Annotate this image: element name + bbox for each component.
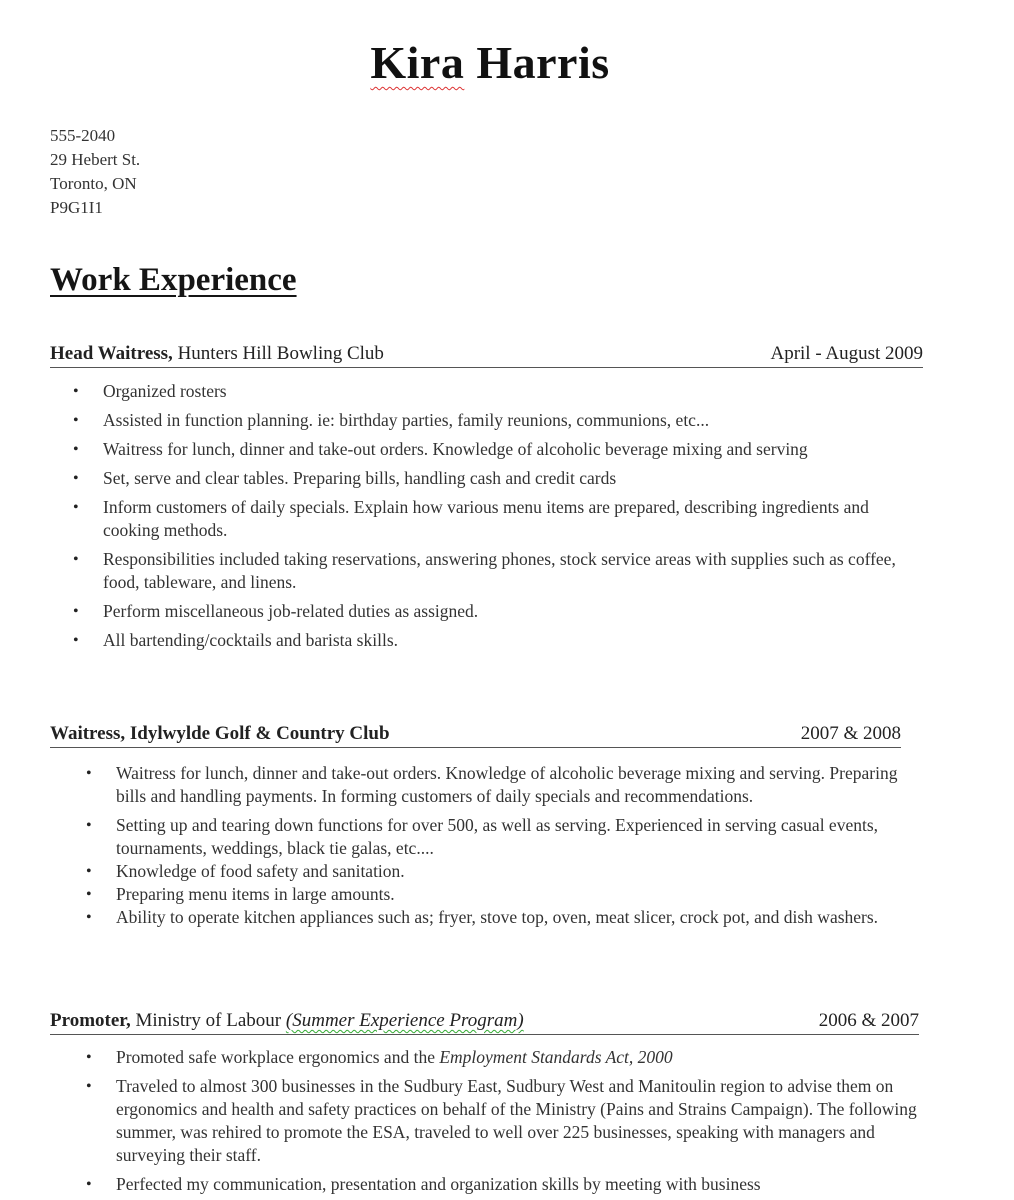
list-item: • Assisted in function planning. ie: birthday parties, family reunions, communions, etc... [103, 409, 923, 432]
list-item: • Responsibilities included taking reservations, answering phones, stock service areas with supplies such as coffee, food, tableware, and linens. [103, 548, 923, 594]
job-bullet-list [116, 762, 916, 929]
postal-code: P9G1I1 [50, 198, 103, 217]
list-item [116, 1046, 936, 1069]
city-province: Toronto, ON [50, 174, 137, 193]
list-item: • Setting up and tearing down functions for over 500, as well as serving. Experienced in serving casual events, tournaments, weddings, black tie galas, etc.... [116, 814, 916, 860]
list-item: • Inform customers of daily specials. Explain how various menu items are prepared, describing ingredients and cooking methods. [103, 496, 923, 542]
job-dates: 2007 & 2008 [800, 723, 901, 744]
job-title: Waitress, Idylwylde Golf & Country Club [50, 723, 390, 744]
first-name: Kira [370, 37, 465, 88]
list-item: • Knowledge of food safety and sanitation. [116, 860, 916, 883]
last-name: Harris [476, 37, 610, 88]
act-title: Employment Standards Act, 2000 [439, 1047, 673, 1067]
section-title-work-experience: Work Experience [50, 262, 297, 298]
phone-number: 555-2040 [50, 126, 116, 145]
list-item: • All bartending/cocktails and barista skills. [103, 629, 923, 652]
list-item: • Perform miscellaneous job-related duties as assigned. [103, 600, 923, 623]
resume-name [0, 36, 980, 89]
job-program: (Summer Experience Program) [285, 1010, 524, 1031]
list-item: • Waitress for lunch, dinner and take-out orders. Knowledge of alcoholic beverage mixing and serving [103, 438, 923, 461]
job-dates: April - August 2009 [770, 343, 923, 364]
list-item: • Organized rosters [103, 380, 923, 403]
street-address: 29 Hebert St. [50, 150, 141, 169]
job-heading [50, 723, 901, 748]
job-title: Promoter, [50, 1010, 131, 1031]
job-dates: 2006 & 2007 [818, 1010, 919, 1031]
list-item: • Waitress for lunch, dinner and take-out orders. Knowledge of alcoholic beverage mixing and serving. Preparing bills and handling payments. In forming customers of daily specials and recommendations. [116, 762, 916, 808]
job-bullet-list [116, 1046, 936, 1196]
job-heading [50, 1010, 919, 1035]
job-heading [50, 343, 923, 368]
list-item: • Set, serve and clear tables. Preparing bills, handling cash and credit cards [103, 467, 923, 490]
list-item: • Ability to operate kitchen appliances such as; fryer, stove top, oven, meat slicer, crock pot, and dish washers. [116, 906, 916, 929]
job-employer: Ministry of Labour [135, 1010, 282, 1031]
list-item: • Traveled to almost 300 businesses in the Sudbury East, Sudbury West and Manitoulin region to advise them on ergonomics and health and safety practices on behalf of the Ministry (Pains and Strains Campaign). The following summer, was rehired to promote the ESA, traveled to well over 225 businesses, speaking with managers and surveying their staff. [116, 1075, 936, 1167]
list-item: • Perfected my communication, presentation and organization skills by meeting with business [116, 1173, 936, 1196]
contact-block [50, 124, 140, 220]
job-title: Head Waitress, [50, 343, 173, 364]
list-item: • Preparing menu items in large amounts. [116, 883, 916, 906]
job-employer: Hunters Hill Bowling Club [177, 343, 384, 364]
list-item-text: Promoted safe workplace ergonomics and the [116, 1047, 435, 1067]
job-bullet-list [103, 380, 923, 652]
